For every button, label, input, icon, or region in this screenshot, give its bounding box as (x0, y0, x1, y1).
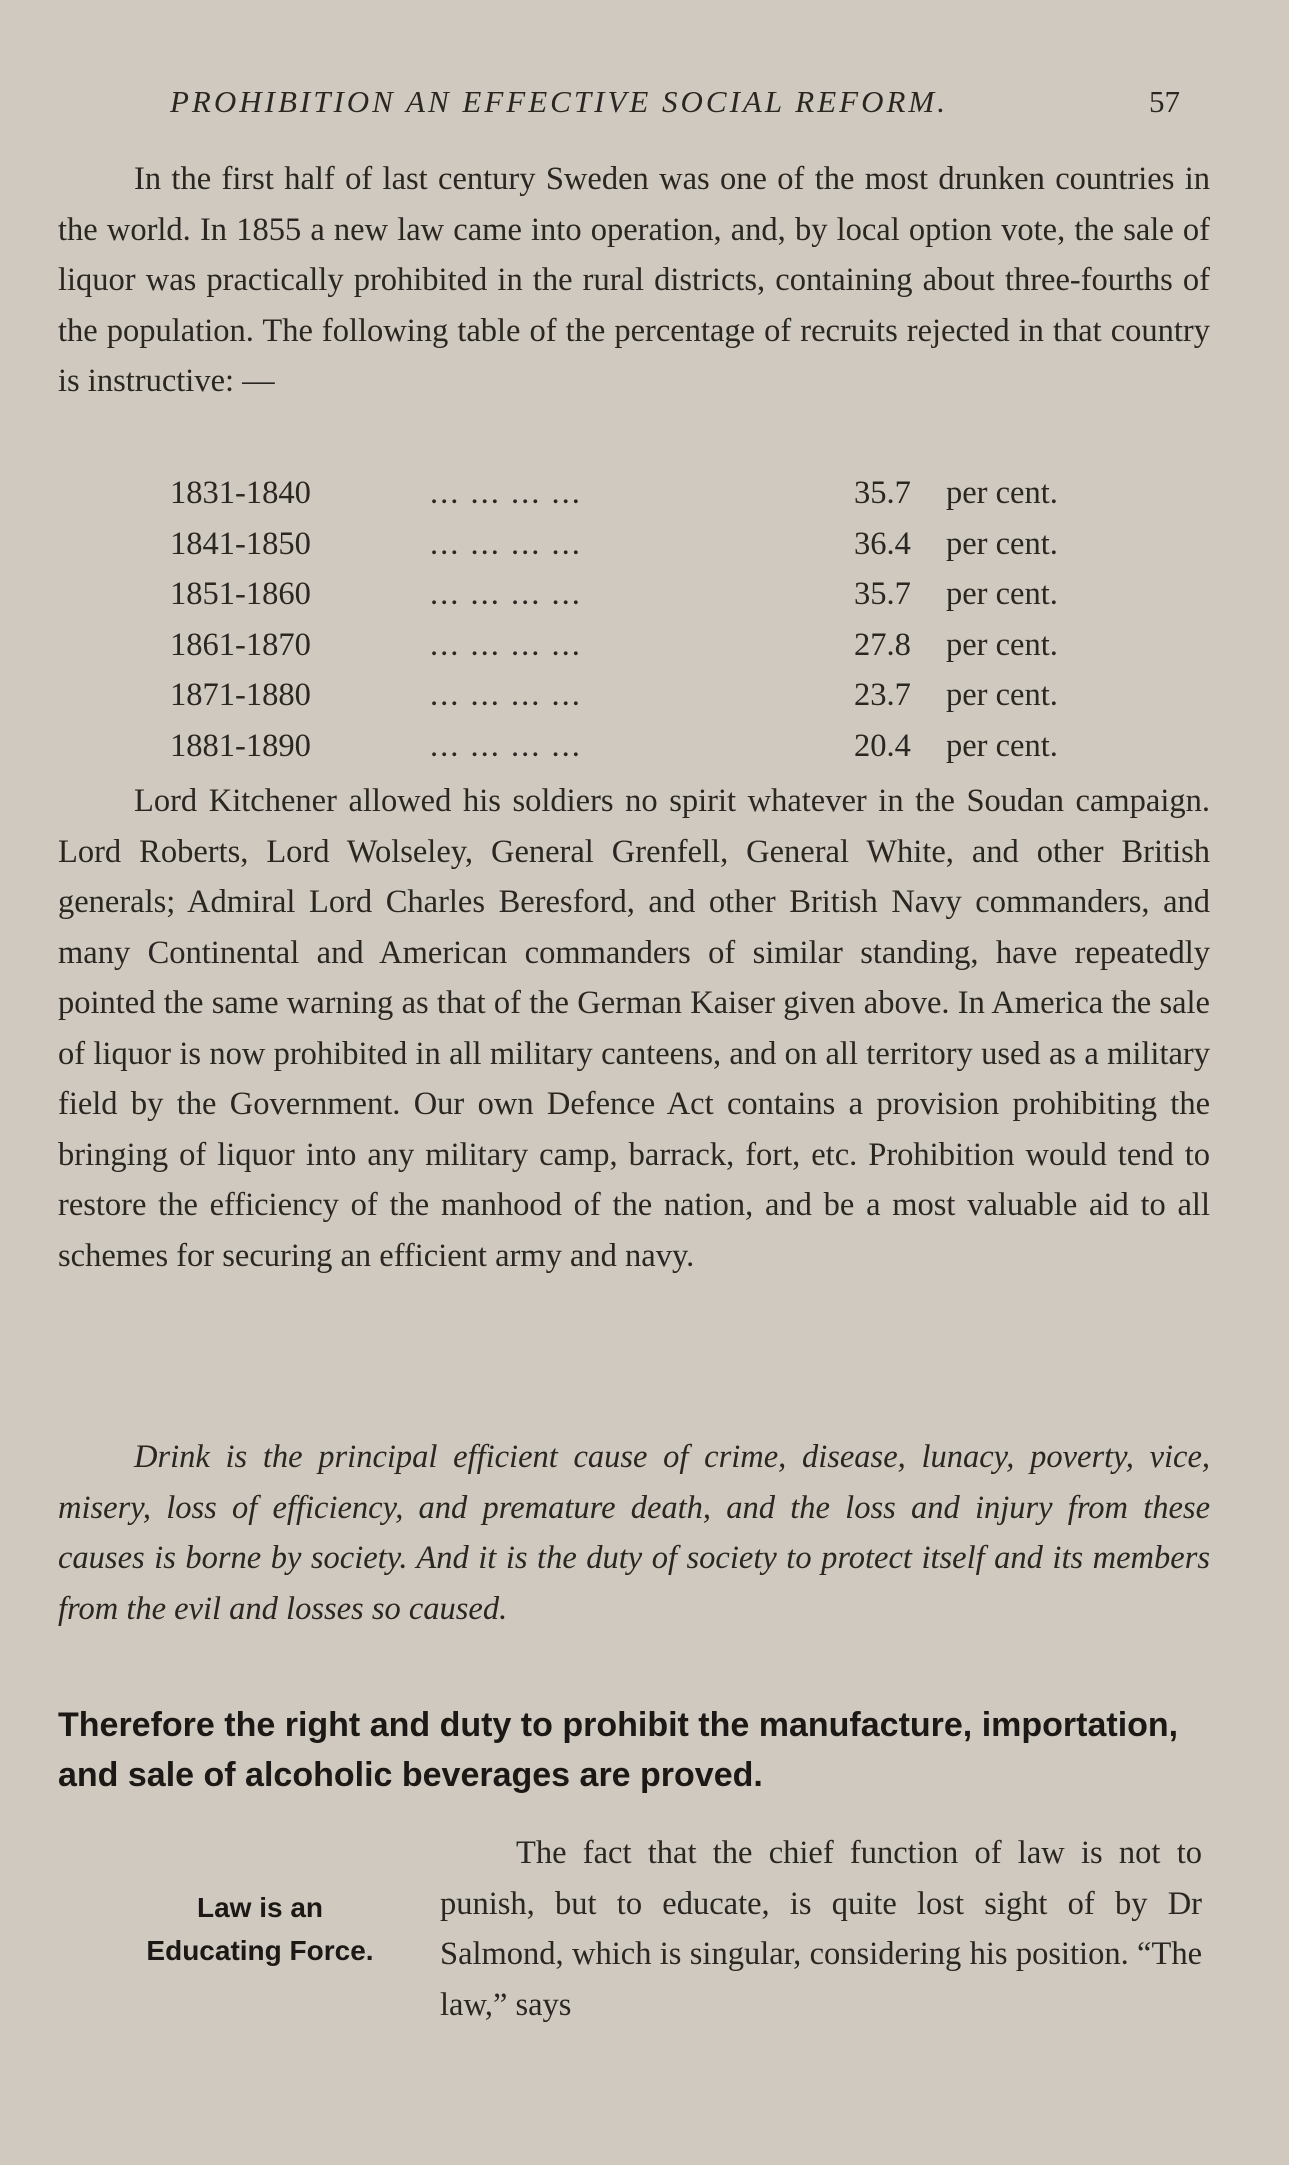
dot-leader: ... ... ... ... (430, 525, 582, 562)
unit-cell: per cent. (946, 475, 1058, 511)
unit-cell: per cent. (946, 525, 1058, 562)
dot-leader: ... ... ... ... (430, 677, 582, 713)
paragraph-kitchener (58, 776, 1210, 1281)
paragraph-law (440, 1828, 1202, 2030)
paragraph-drink-italic (58, 1432, 1210, 1634)
dot-leader: ... ... ... ... (430, 727, 582, 764)
paragraph-sweden (58, 154, 1210, 407)
unit-cell: per cent. (946, 626, 1058, 663)
paragraph-text: The fact that the chief function of law is not to punish, but to educate, is quite lost sight of by Dr Salmond, which is singular, considering his position. “The law,” says (440, 1835, 1202, 2023)
table-row (170, 670, 1130, 721)
running-head (170, 84, 1180, 120)
paragraph-text: In the first half of last century Sweden was one of the most drunken countries in the world. In 1855 a new law came into operation, and, by local option vote, the sale of liquor was practically prohibited in the rural districts, containing about three-fourths of the population. The following table of the percentage of recruits rejected in that country is instructive: — (58, 161, 1210, 399)
paragraph-text: Lord Kitchener allowed his soldiers no spirit whatever in the Soudan campaign. Lord Roberts, Lord Wolseley, General Grenfell, General White, and other British generals; Admiral Lord Charles Beresford, and other British Navy commanders, and many Continental and American commanders of similar standing, have repeatedly pointed the same warning as that of the German Kaiser given above. In America the sale of liquor is now prohibited in all military canteens, and on all territory used as a military field by the Government. Our own Defence Act contains a provision prohibiting the bringing of liquor into any military camp, barrack, fort, etc. Prohibition would tend to restore the efficiency of the manhood of the nation, and be a most valuable aid to all schemes for securing an efficient army and navy. (58, 783, 1210, 1274)
margin-heading-line: Law is an (196, 1892, 324, 1923)
margin-heading (100, 1886, 420, 1972)
table-row (170, 620, 1130, 671)
margin-heading-line: Educating Force. (146, 1935, 374, 1966)
page-number: 57 (1149, 84, 1180, 119)
percent-cell: 36.4 (854, 525, 911, 562)
dot-leader: ... ... ... ... (430, 576, 582, 612)
percent-cell: 35.7 (854, 475, 911, 511)
paragraph-text: Drink is the principal efficient cause of crime, disease, lunacy, poverty, vice, misery, loss of efficiency, and premature death, and the loss and injury from these causes is borne by society. And it is the duty of society to protect itself and its members from the evil and losses so caused. (58, 1439, 1210, 1627)
percent-cell: 27.8 (854, 626, 911, 663)
dot-leader: ... ... ... ... (430, 626, 582, 663)
years-cell: 1841-1850 (170, 525, 311, 562)
percent-cell: 35.7 (854, 576, 911, 612)
chapter-title: PROHIBITION AN EFFECTIVE SOCIAL REFORM. (170, 84, 948, 119)
table-row (170, 468, 1130, 519)
years-cell: 1851-1860 (170, 576, 311, 612)
bold-conclusion: Therefore the right and duty to prohibit the manufacture, importation, and sale of alcoholic beverages are proved. (58, 1706, 1179, 1794)
unit-cell: per cent. (946, 677, 1058, 713)
unit-cell: per cent. (946, 576, 1058, 612)
unit-cell: per cent. (946, 727, 1058, 764)
years-cell: 1871-1880 (170, 677, 311, 713)
percent-cell: 23.7 (854, 677, 911, 713)
table-row (170, 569, 1130, 620)
percent-cell: 20.4 (854, 727, 911, 764)
table-row (170, 721, 1130, 772)
table-row (170, 519, 1130, 570)
recruits-rejected-table (170, 468, 1130, 771)
years-cell: 1861-1870 (170, 626, 311, 663)
years-cell: 1831-1840 (170, 475, 311, 511)
years-cell: 1881-1890 (170, 727, 311, 764)
dot-leader: ... ... ... ... (430, 475, 582, 511)
